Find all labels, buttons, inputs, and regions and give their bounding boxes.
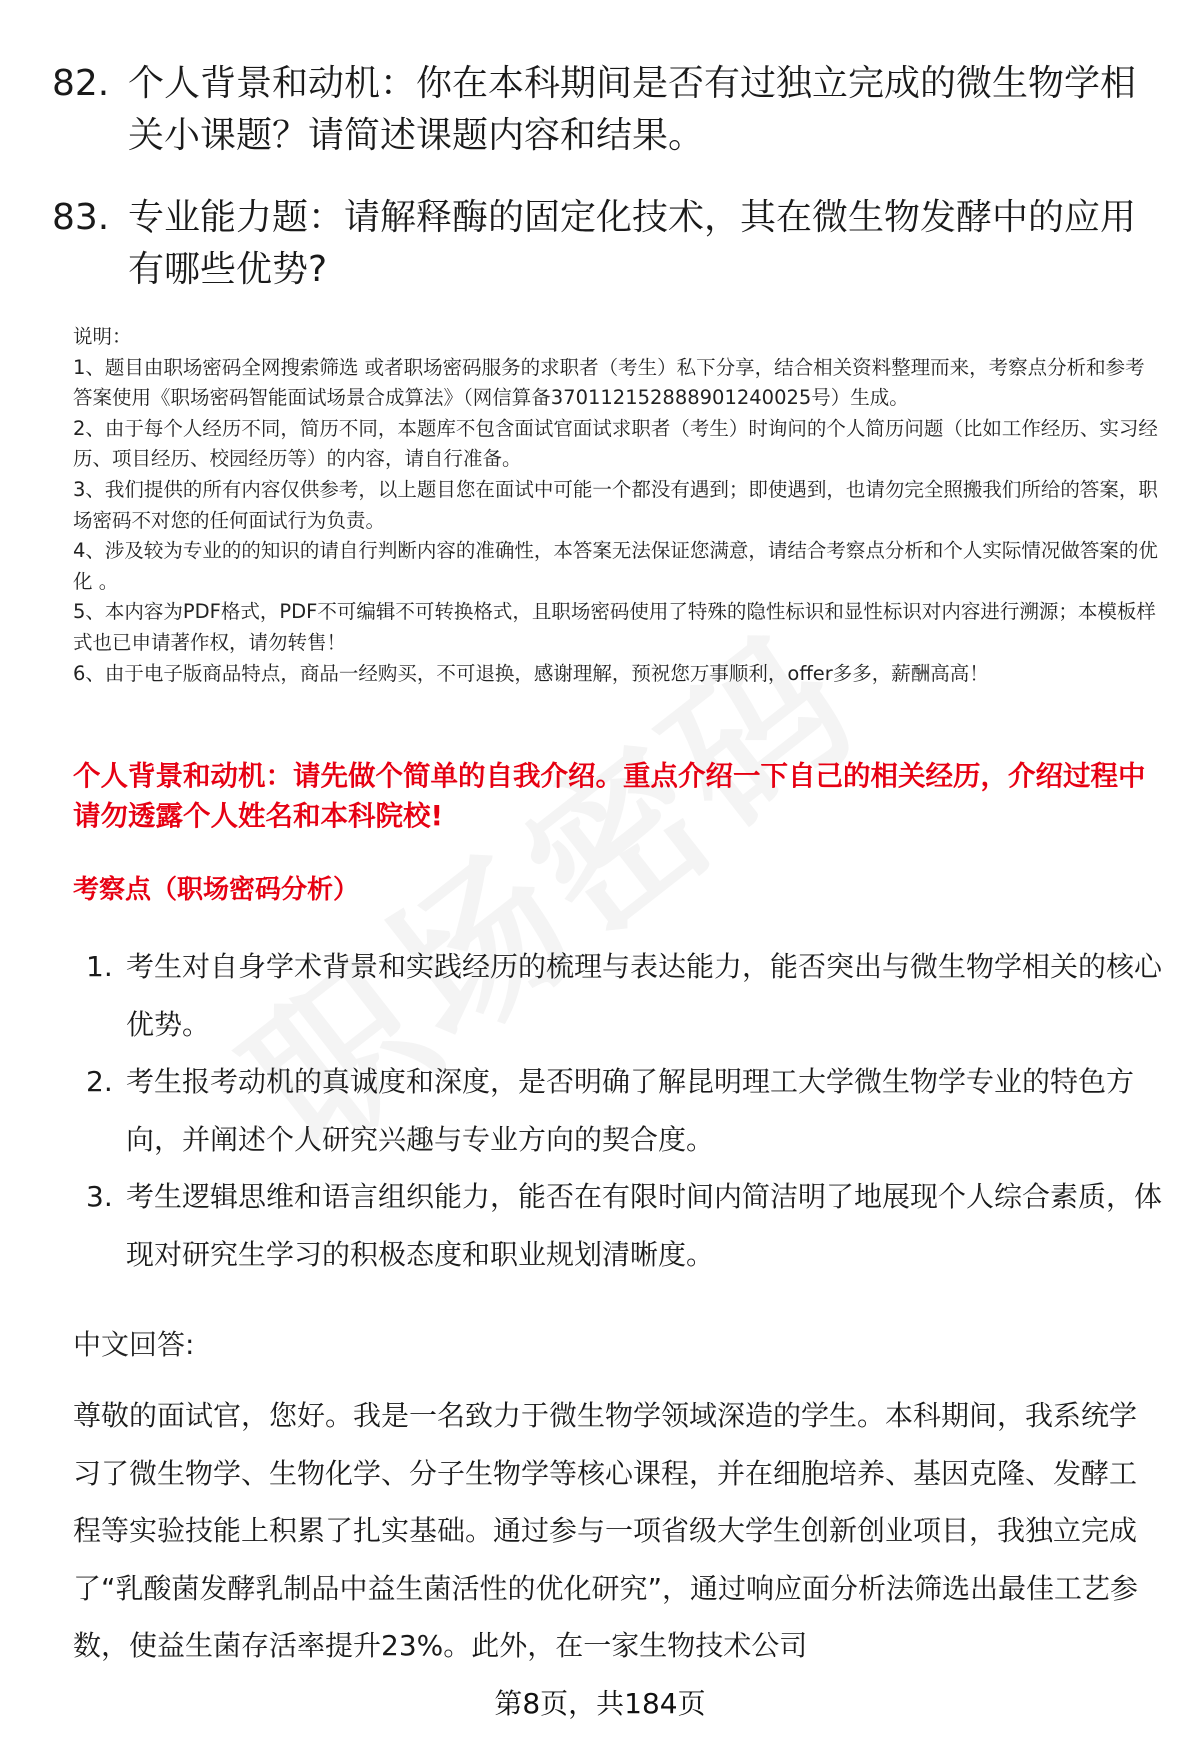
list-item: [86, 938, 1166, 1053]
disclaimer-notes: [73, 322, 1158, 689]
question-text: 个人背景和动机：你在本科期间是否有过独立完成的微生物学相关小课题？请简述课题内容和结果。: [128, 63, 1137, 156]
notes-title: 说明：: [73, 325, 132, 348]
page-footer: 第8页，共184页: [494, 1687, 706, 1720]
answer-text: 尊敬的面试官，您好。我是一名致力于微生物学领域深造的学生。本科期间，我系统学习了微生物学、生物化学、分子生物学等核心课程，并在细胞培养、基因克隆、发酵工程等实验技能上积累了扎实基础。通过参与一项省级大学生创新创业项目，我独立完成了“乳酸菌发酵乳制品中益生菌活性的优化研究”，通过响应面分析法筛选出最佳工艺参数，使益生菌存活率提升23%。此外，在一家生物技术公司: [73, 1399, 1139, 1662]
note-item: 5、本内容为PDF格式，PDF不可编辑不可转换格式，且职场密码使用了特殊的隐性标识和显性标识对内容进行溯源；本模板样式也已申请著作权，请勿转售！: [73, 600, 1156, 654]
answer-label: 中文回答:: [73, 1328, 195, 1361]
analysis-heading: 考察点（职场密码分析）: [73, 875, 360, 905]
question-82: [52, 58, 1162, 162]
list-item: [86, 1168, 1166, 1283]
point-text: 考生逻辑思维和语言组织能力，能否在有限时间内简洁明了地展现个人综合素质，体现对研究生学习的积极态度和职业规划清晰度。: [126, 1180, 1163, 1271]
point-text: 考生报考动机的真诚度和深度，是否明确了解昆明理工大学微生物学专业的特色方向，并阐述个人研究兴趣与专业方向的契合度。: [126, 1065, 1135, 1156]
analysis-points: [86, 938, 1166, 1283]
note-item: 4、涉及较为专业的的知识的请自行判断内容的准确性，本答案无法保证您满意，请结合考察点分析和个人实际情况做答案的优化 。: [73, 539, 1158, 593]
question-text: 专业能力题：请解释酶的固定化技术，其在微生物发酵中的应用有哪些优势?: [128, 197, 1137, 290]
question-number: 82.: [52, 63, 110, 104]
point-number: 3.: [86, 1180, 113, 1213]
current-question: 个人背景和动机：请先做个简单的自我介绍。重点介绍一下自己的相关经历，介绍过程中请勿透露个人姓名和本科院校!: [73, 760, 1146, 832]
note-item: 2、由于每个人经历不同，简历不同，本题库不包含面试官面试求职者（考生）时询问的个人简历问题（比如工作经历、实习经历、项目经历、校园经历等）的内容，请自行准备。: [73, 416, 1158, 471]
question-number: 83.: [52, 197, 110, 238]
point-number: 1.: [86, 950, 113, 983]
list-item: [86, 1053, 1166, 1168]
note-item: 3、我们提供的所有内容仅供参考，以上题目您在面试中可能一个都没有遇到；即使遇到，也请勿完全照搬我们所给的答案，职场密码不对您的任何面试行为负责。: [73, 477, 1158, 532]
note-item: 6、由于电子版商品特点，商品一经购买，不可退换，感谢理解，预祝您万事顺利，offer多多，薪酬高高！: [73, 661, 989, 685]
note-item: 1、题目由职场密码全网搜索筛选 或者职场密码服务的求职者（考生）私下分享，结合相关资料整理而来，考察点分析和参考答案使用《职场密码智能面试场景合成算法》（网信算备370112152888901240025号）生成。: [73, 355, 1145, 410]
point-number: 2.: [86, 1065, 113, 1098]
question-83: [52, 192, 1162, 296]
point-text: 考生对自身学术背景和实践经历的梳理与表达能力，能否突出与微生物学相关的核心优势。: [126, 950, 1163, 1041]
